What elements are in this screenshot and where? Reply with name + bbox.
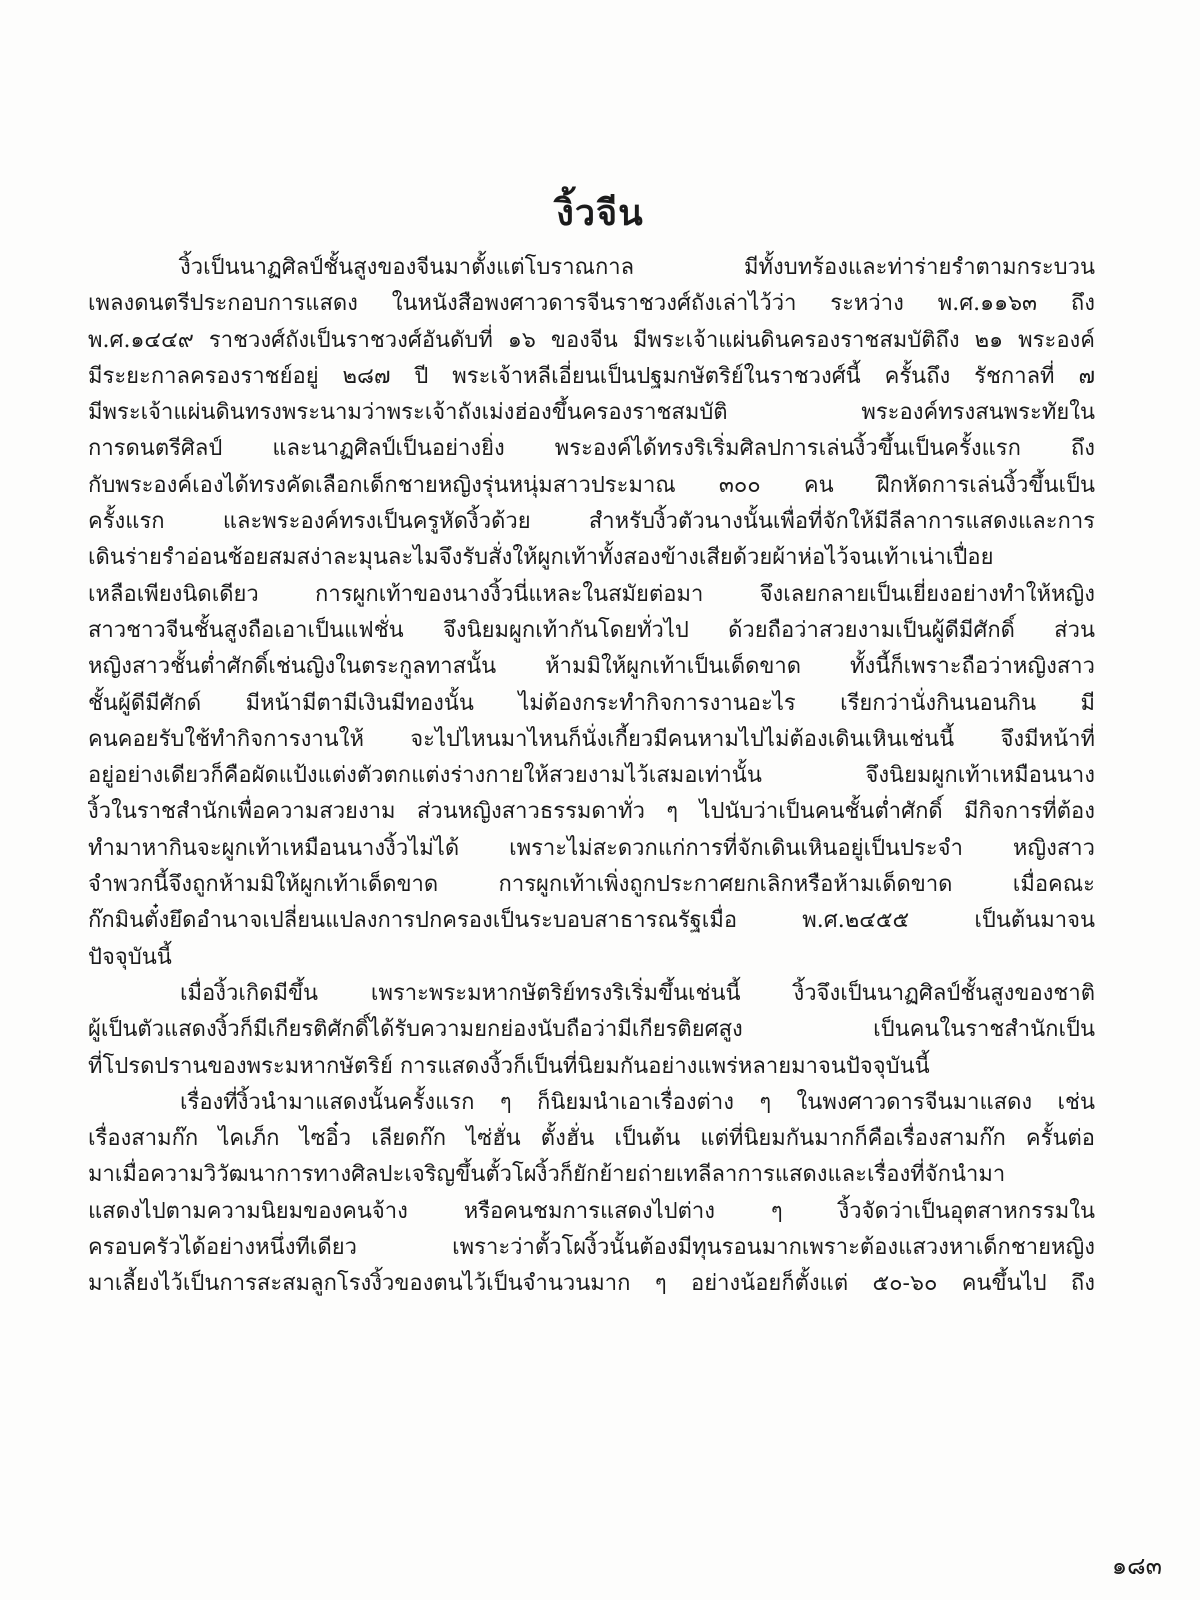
text-line: เพลงดนตรีประกอบการแสดง ในหนังสือพงศาวดารจีนราชวงศ์ถังเล่าไว้ว่า ระหว่าง พ.ศ.๑๑๖๓ ถึง	[88, 291, 1095, 317]
text-line: ที่โปรดปรานของพระมหากษัตริย์ การแสดงงิ้วก็เป็นที่นิยมกันอย่างแพร่หลายมาจนปัจจุบันนี้	[88, 1053, 930, 1079]
text-line: ครั้งแรก และพระองค์ทรงเป็นครูหัดงิ้วด้วย สำหรับงิ้วตัวนางนั้นเพื่อที่จักให้มีลีลาการแสดงและการ	[88, 509, 1095, 535]
page-number: ๑๘๓	[1111, 1552, 1162, 1580]
text-line: อยู่อย่างเดียวก็คือผัดแป้งแต่งตัวตกแต่งร่างกายให้สวยงามไว้เสมอเท่านั้น จึงนิยมผูกเท้าเหมือนนาง	[88, 763, 1095, 789]
text-line: งิ้วเป็นนาฏศิลป์ชั้นสูงของจีนมาตั้งแต่โบราณกาล มีทั้งบทร้องและท่าร่ายรำตามกระบวน	[180, 255, 1095, 280]
text-line: มีพระเจ้าแผ่นดินทรงพระนามว่าพระเจ้าถังเม่งฮ่องขึ้นครองราชสมบัติ พระองค์ทรงสนพระทัยใน	[88, 400, 1095, 426]
text-line: แสดงไปตามความนิยมของคนจ้าง หรือคนชมการแสดงไปต่าง ๆ งิ้วจัดว่าเป็นอุตสาหกรรมใน	[88, 1198, 1095, 1224]
text-line: การดนตรีศิลป์ และนาฏศิลป์เป็นอย่างยิ่ง พระองค์ได้ทรงริเริ่มศิลปการเล่นงิ้วขึ้นเป็นครั้งแรก ถึง	[88, 436, 1095, 462]
text-line: ชั้นผู้ดีมีศักด์ มีหน้ามีตามีเงินมีทองนั้น ไม่ต้องกระทำกิจการงานอะไร เรียกว่านั่งกินนอนกิน มี	[88, 690, 1095, 716]
body-text	[88, 250, 1095, 1303]
text-line: ผู้เป็นตัวแสดงงิ้วก็มีเกียรติศักดิ์ได้รับความยกย่องนับถือว่ามีเกียรติยศสูง เป็นคนในราชสำนักเป็น	[88, 1017, 1095, 1043]
text-line: ก๊กมินตั๋งยึดอำนาจเปลี่ยนแปลงการปกครองเป็นระบอบสาธารณรัฐเมื่อ พ.ศ.๒๔๕๕ เป็นต้นมาจน	[88, 908, 1095, 934]
text-line: มาเมื่อความวิวัฒนาการทางศิลปะเจริญขึ้นตั้วโผงิ้วก็ยักย้ายถ่ายเทลีลาการแสดงและเรื่องที่จักนำมา	[88, 1162, 1006, 1188]
text-line: คนคอยรับใช้ทำกิจการงานให้ จะไปไหนมาไหนก็นั่งเกี้ยวมีคนหามไปไม่ต้องเดินเหินเช่นนี้ จึงมีหน้าที่	[88, 726, 1095, 752]
paragraph-1	[88, 250, 1095, 976]
text-line: เมื่องิ้วเกิดมีขึ้น เพราะพระมหากษัตริย์ทรงริเริ่มขึ้นเช่นนี้ งิ้วจึงเป็นนาฏศิลป์ชั้นสูงของชาติ	[180, 980, 1095, 1006]
text-line: ครอบครัวได้อย่างหนึ่งทีเดียว เพราะว่าตั้วโผงิ้วนั้นต้องมีทุนรอนมากเพราะต้องแสวงหาเด็กชายหญิง	[88, 1235, 1095, 1261]
text-line: สาวชาวจีนชั้นสูงถือเอาเป็นแฟชั่น จึงนิยมผูกเท้ากันโดยทั่วไป ด้วยถือว่าสวยงามเป็นผู้ดีมีศักดิ์ ส่วน	[88, 617, 1095, 643]
text-line: มีระยะกาลครองราชย์อยู่ ๒๘๗ ปี พระเจ้าหลีเอี่ยนเป็นปฐมกษัตริย์ในราชวงศ์นี้ ครั้นถึง รัชกาลที่ ๗	[88, 363, 1095, 389]
text-line: งิ้วในราชสำนักเพื่อความสวยงาม ส่วนหญิงสาวธรรมดาทั่ว ๆ ไปนับว่าเป็นคนชั้นต่ำศักดิ์ มีกิจการที่ต้อง	[88, 799, 1095, 825]
text-line: หญิงสาวชั้นต่ำศักดิ์เช่นญิงในตระกูลทาสนั้น ห้ามมิให้ผูกเท้าเป็นเด็ดขาด ทั้งนี้ก็เพราะถือว่าหญิงสาว	[88, 654, 1095, 680]
text-line: เรื่องที่งิ้วนำมาแสดงนั้นครั้งแรก ๆ ก็นิยมนำเอาเรื่องต่าง ๆ ในพงศาวดารจีนมาแสดง เช่น	[180, 1089, 1095, 1115]
text-line: ทำมาหากินจะผูกเท้าเหมือนนางงิ้วไม่ได้ เพราะไม่สะดวกแก่การที่จักเดินเหินอยู่เป็นประจำ หญิงสาว	[88, 835, 1095, 861]
page-title: งิ้วจีน	[556, 192, 644, 234]
text-line: จำพวกนี้จึงถูกห้ามมิให้ผูกเท้าเด็ดขาด การผูกเท้าเพิ่งถูกประกาศยกเลิกหรือห้ามเด็ดขาด เมื่อคณะ	[88, 872, 1095, 898]
paragraph-2	[88, 976, 1095, 1085]
paragraph-3	[88, 1085, 1095, 1303]
text-line: เรื่องสามก๊ก ไคเภ็ก ไซอิ๋ว เลียดก๊ก ไซ่ฮั่น ตั้งฮั่น เป็นต้น แต่ที่นิยมกันมากก็คือเรื่องสามก๊ก ครั้นต่อ	[88, 1126, 1095, 1152]
text-line: กับพระองค์เองได้ทรงคัดเลือกเด็กชายหญิงรุ่นหนุ่มสาวประมาณ ๓๐๐ คน ฝึกหัดการเล่นงิ้วขึ้นเป็น	[88, 472, 1095, 498]
text-line: มาเลี้ยงไว้เป็นการสะสมลูกโรงงิ้วของตนไว้เป็นจำนวนมาก ๆ อย่างน้อยก็ตั้งแต่ ๕๐-๖๐ คนขึ้นไป ถึง	[88, 1271, 1095, 1297]
text-line: เดินร่ายรำอ่อนช้อยสมสง่าละมุนละไมจึงรับสั่งให้ผูกเท้าทั้งสองข้างเสียด้วยผ้าห่อไว้จนเท้าเน่าเปื่อย	[88, 545, 994, 571]
text-line: เหลือเพียงนิดเดียว การผูกเท้าของนางงิ้วนี่แหละในสมัยต่อมา จึงเลยกลายเป็นเยี่ยงอย่างทำให้หญิง	[88, 581, 1095, 607]
text-line: ปัจจุบันนี้	[88, 944, 172, 970]
text-line: พ.ศ.๑๔๔๙ ราชวงศ์ถังเป็นราชวงศ์อันดับที่ ๑๖ ของจีน มีพระเจ้าแผ่นดินครองราชสมบัติถึง ๒๑ พระองค์	[88, 327, 1095, 353]
